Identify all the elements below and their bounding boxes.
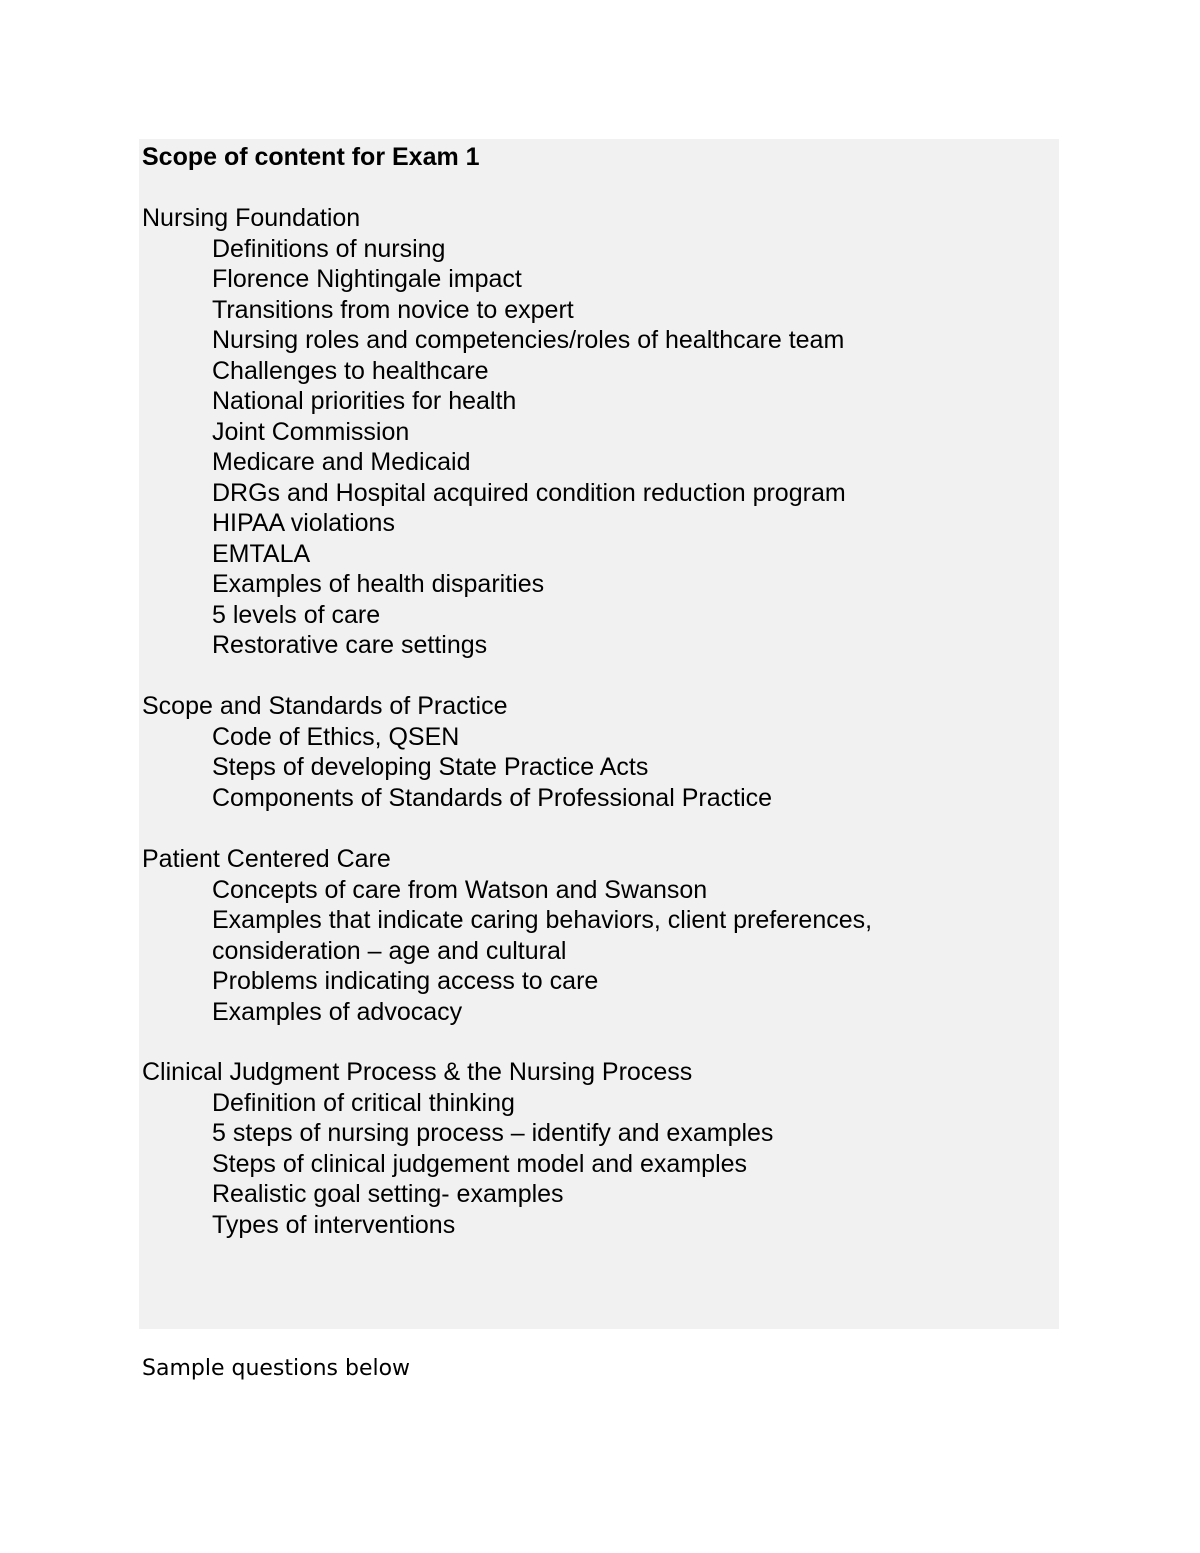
topic-item: Definitions of nursing — [212, 234, 446, 263]
topic-item: Restorative care settings — [212, 631, 488, 659]
section-heading: Patient Centered Care — [142, 845, 391, 873]
topic-item: Definition of critical thinking — [212, 1088, 515, 1117]
topic-item: Steps of clinical judgement model and examples — [212, 1149, 748, 1178]
topic-item: Florence Nightingale impact — [212, 265, 522, 293]
section-patient-centered-care — [142, 844, 872, 1027]
topic-item: Steps of developing State Practice Acts — [212, 753, 649, 781]
topic-list — [142, 1088, 773, 1241]
topic-item: National priorities for health — [212, 387, 517, 415]
sample-questions-note: Sample questions below — [142, 1356, 411, 1381]
topic-item: Challenges to healthcare — [212, 356, 489, 385]
topic-item: Medicare and Medicaid — [212, 448, 471, 476]
topic-item: HIPAA violations — [212, 509, 395, 537]
topic-list — [142, 234, 846, 661]
topic-item: DRGs and Hospital acquired condition reduction program — [212, 478, 846, 507]
section-heading: Nursing Foundation — [142, 204, 361, 232]
topic-item: 5 levels of care — [212, 600, 381, 629]
topic-item: Types of interventions — [212, 1210, 456, 1239]
topic-item: consideration – age and cultural — [212, 936, 567, 965]
topic-list — [142, 722, 772, 814]
topic-item: Transitions from novice to expert — [212, 295, 574, 324]
section-scope-and-standards — [142, 691, 772, 813]
section-heading: Clinical Judgment Process & the Nursing Process — [142, 1058, 693, 1086]
section-clinical-judgment — [142, 1057, 773, 1240]
topic-item: Realistic goal setting- examples — [212, 1180, 564, 1208]
topic-list — [142, 875, 872, 1028]
topic-item: Components of Standards of Professional Practice — [212, 783, 773, 812]
topic-item: Problems indicating access to care — [212, 967, 599, 995]
topic-item: Joint Commission — [212, 417, 410, 446]
topic-item: 5 steps of nursing process – identify and examples — [212, 1119, 774, 1147]
section-nursing-foundation — [142, 203, 846, 661]
topic-item: Concepts of care from Watson and Swanson — [212, 875, 708, 904]
topic-item: EMTALA — [212, 539, 311, 568]
section-heading: Scope and Standards of Practice — [142, 692, 508, 720]
topic-item: Nursing roles and competencies/roles of healthcare team — [212, 326, 845, 354]
topic-item: Examples of advocacy — [212, 997, 463, 1026]
topic-item: Code of Ethics, QSEN — [212, 722, 460, 751]
document-title: Scope of content for Exam 1 — [142, 143, 480, 171]
topic-item: Examples of health disparities — [212, 570, 545, 598]
topic-item: Examples that indicate caring behaviors, client preferences, — [212, 906, 873, 934]
